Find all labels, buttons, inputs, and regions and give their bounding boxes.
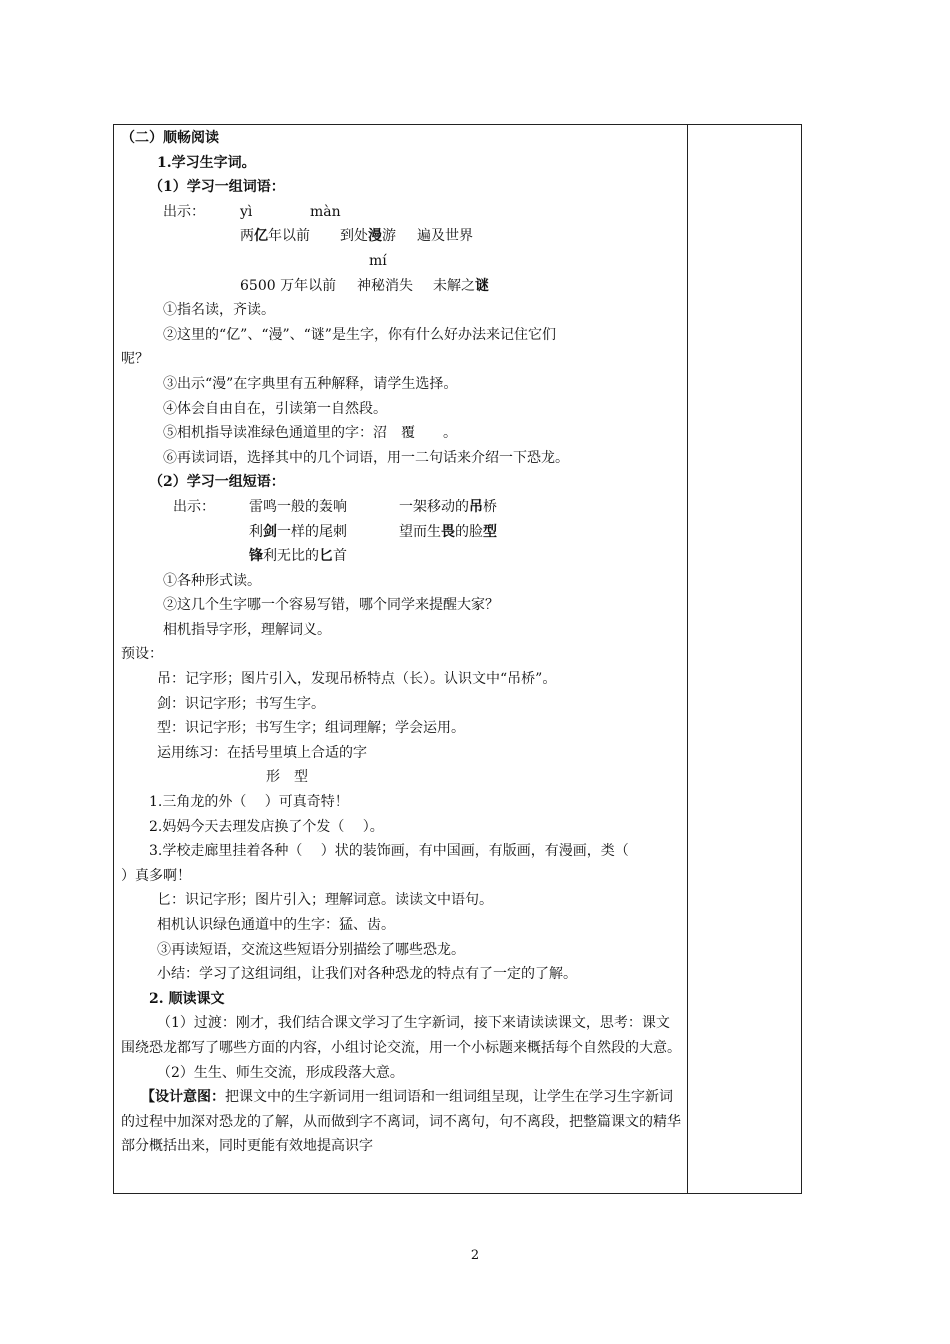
phrase-diao-qiao: 一架移动的吊桥 xyxy=(399,498,497,515)
word-liang-yi: 两亿年以前 xyxy=(240,228,310,245)
sub2-title: （2）学习一组短语： xyxy=(149,474,285,491)
after-exercise-item: 匕：识记字形；图片引入；理解词意。读读文中语句。 xyxy=(157,892,493,909)
list-item: ⑥再读词语，选择其中的几个词语，用一二句话来介绍一下恐龙。 xyxy=(163,449,569,466)
list-item: ①各种形式读。 xyxy=(163,572,261,589)
list-item: ④体会自由自在，引读第一自然段。 xyxy=(163,400,387,417)
phrase-feng-li: 锋利无比的匕首 xyxy=(249,548,347,565)
list-item: ⑤相机指导读准绿色通道里的字：沼 覆 。 xyxy=(163,425,457,442)
lesson-content xyxy=(121,126,683,1159)
section-title: （二）顺畅阅读 xyxy=(121,130,219,146)
word-dao-chu-man-you: 到处漫游 xyxy=(340,228,396,245)
show2-row2 xyxy=(121,520,683,545)
preset-item: 剑：识记字形；书写生字。 xyxy=(157,695,325,712)
show2-label: 出示： xyxy=(173,498,215,515)
phrase-li-jian: 利剑一样的尾刺 xyxy=(249,523,347,540)
phrase-lei-ming: 雷鸣一般的轰响 xyxy=(249,498,347,515)
step1-title: 1.学习生字词。 xyxy=(157,154,256,171)
after-exercise-item: ③再读短语，交流这些短语分别描绘了哪些恐龙。 xyxy=(157,941,465,958)
word-bian-ji-shi-jie: 遍及世界 xyxy=(417,228,473,245)
after-exercise-item: 小结：学习了这组词组，让我们对各种恐龙的特点有了一定的了解。 xyxy=(157,966,577,983)
word-6500: 6500 万年以前 xyxy=(240,277,337,294)
preset-item: 型：识记字形；书写生字；组词理解；学会运用。 xyxy=(157,720,465,737)
list-item: ②这几个生字哪一个容易写错，哪个同学来提醒大家？ xyxy=(163,597,499,614)
show1-words-row2 xyxy=(121,274,683,299)
preset-label: 预设： xyxy=(121,646,163,663)
preset-item: 吊：记字形；图片引入，发现吊桥特点（长）。认识文中“吊桥”。 xyxy=(157,671,557,688)
show1-label: 出示： xyxy=(163,203,205,220)
list-item-continuation: 呢？ xyxy=(121,351,149,368)
show1-words-row1 xyxy=(121,224,683,249)
pinyin-yi: yì xyxy=(240,203,253,220)
show2-row1 xyxy=(121,495,683,520)
word-wei-jie-zhi-mi: 未解之谜 xyxy=(433,277,489,294)
pinyin-man: màn xyxy=(310,203,341,220)
step2-paragraph: （1）过渡：刚才，我们结合课文学习了生字新词，接下来请读读课文，思考：课文围绕恐龙都写了哪些方面的内容，小组讨论交流，用一个小标题来概括每个自然段的大意。 xyxy=(121,1015,681,1056)
exercise-options: 形 型 xyxy=(266,769,308,786)
design-intent-text: 把课文中的生字新词用一组词语和一组词组呈现，让学生在学习生字新词的过程中加深对恐龙的了解，从而做到字不离词，词不离句，句不离段，把整篇课文的精华部分概括出来，同时更能有效地提高识字 xyxy=(121,1089,681,1155)
step2-title: 2. 顺读课文 xyxy=(149,990,225,1007)
exercise-item: 1.三角龙的外（ ）可真奇特！ xyxy=(149,794,349,811)
exercise-item: 2.妈妈今天去理发店换了个发（ ）。 xyxy=(149,818,384,835)
list-item: 相机指导字形，理解词义。 xyxy=(163,621,331,638)
phrase-wang-er-sheng-wei: 望而生畏的脸型 xyxy=(399,523,497,540)
list-item: ①指名读，齐读。 xyxy=(163,302,275,319)
list-item: ②这里的“亿”、“漫”、“谜”是生字，你有什么好办法来记住它们 xyxy=(163,326,556,343)
design-intent-label: 【设计意图： xyxy=(141,1089,225,1106)
design-intent xyxy=(121,1085,683,1159)
after-exercise-item: 相机认识绿色通道中的生字：猛、齿。 xyxy=(157,917,395,933)
exercise-item-continuation: ）真多啊！ xyxy=(121,867,191,884)
show2-row3 xyxy=(121,544,683,569)
word-shen-mi: 神秘消失 xyxy=(357,277,413,294)
page-number: 2 xyxy=(470,1248,480,1263)
list-item: ③出示“漫”在字典里有五种解释，请学生选择。 xyxy=(163,375,458,392)
show1-pinyin-row2 xyxy=(121,249,683,274)
pinyin-mi: mí xyxy=(369,252,387,269)
sub1-title: （1）学习一组词语： xyxy=(149,179,285,196)
table-column-divider xyxy=(687,124,688,1194)
preset-item: 运用练习：在括号里填上合适的字 xyxy=(157,744,367,761)
step2-paragraph: （2）生生、师生交流，形成段落大意。 xyxy=(157,1064,404,1081)
show1-pinyin-row xyxy=(121,200,683,225)
exercise-item: 3.学校走廊里挂着各种（ ）状的装饰画，有中国画，有版画，有漫画，类（ xyxy=(149,843,629,860)
